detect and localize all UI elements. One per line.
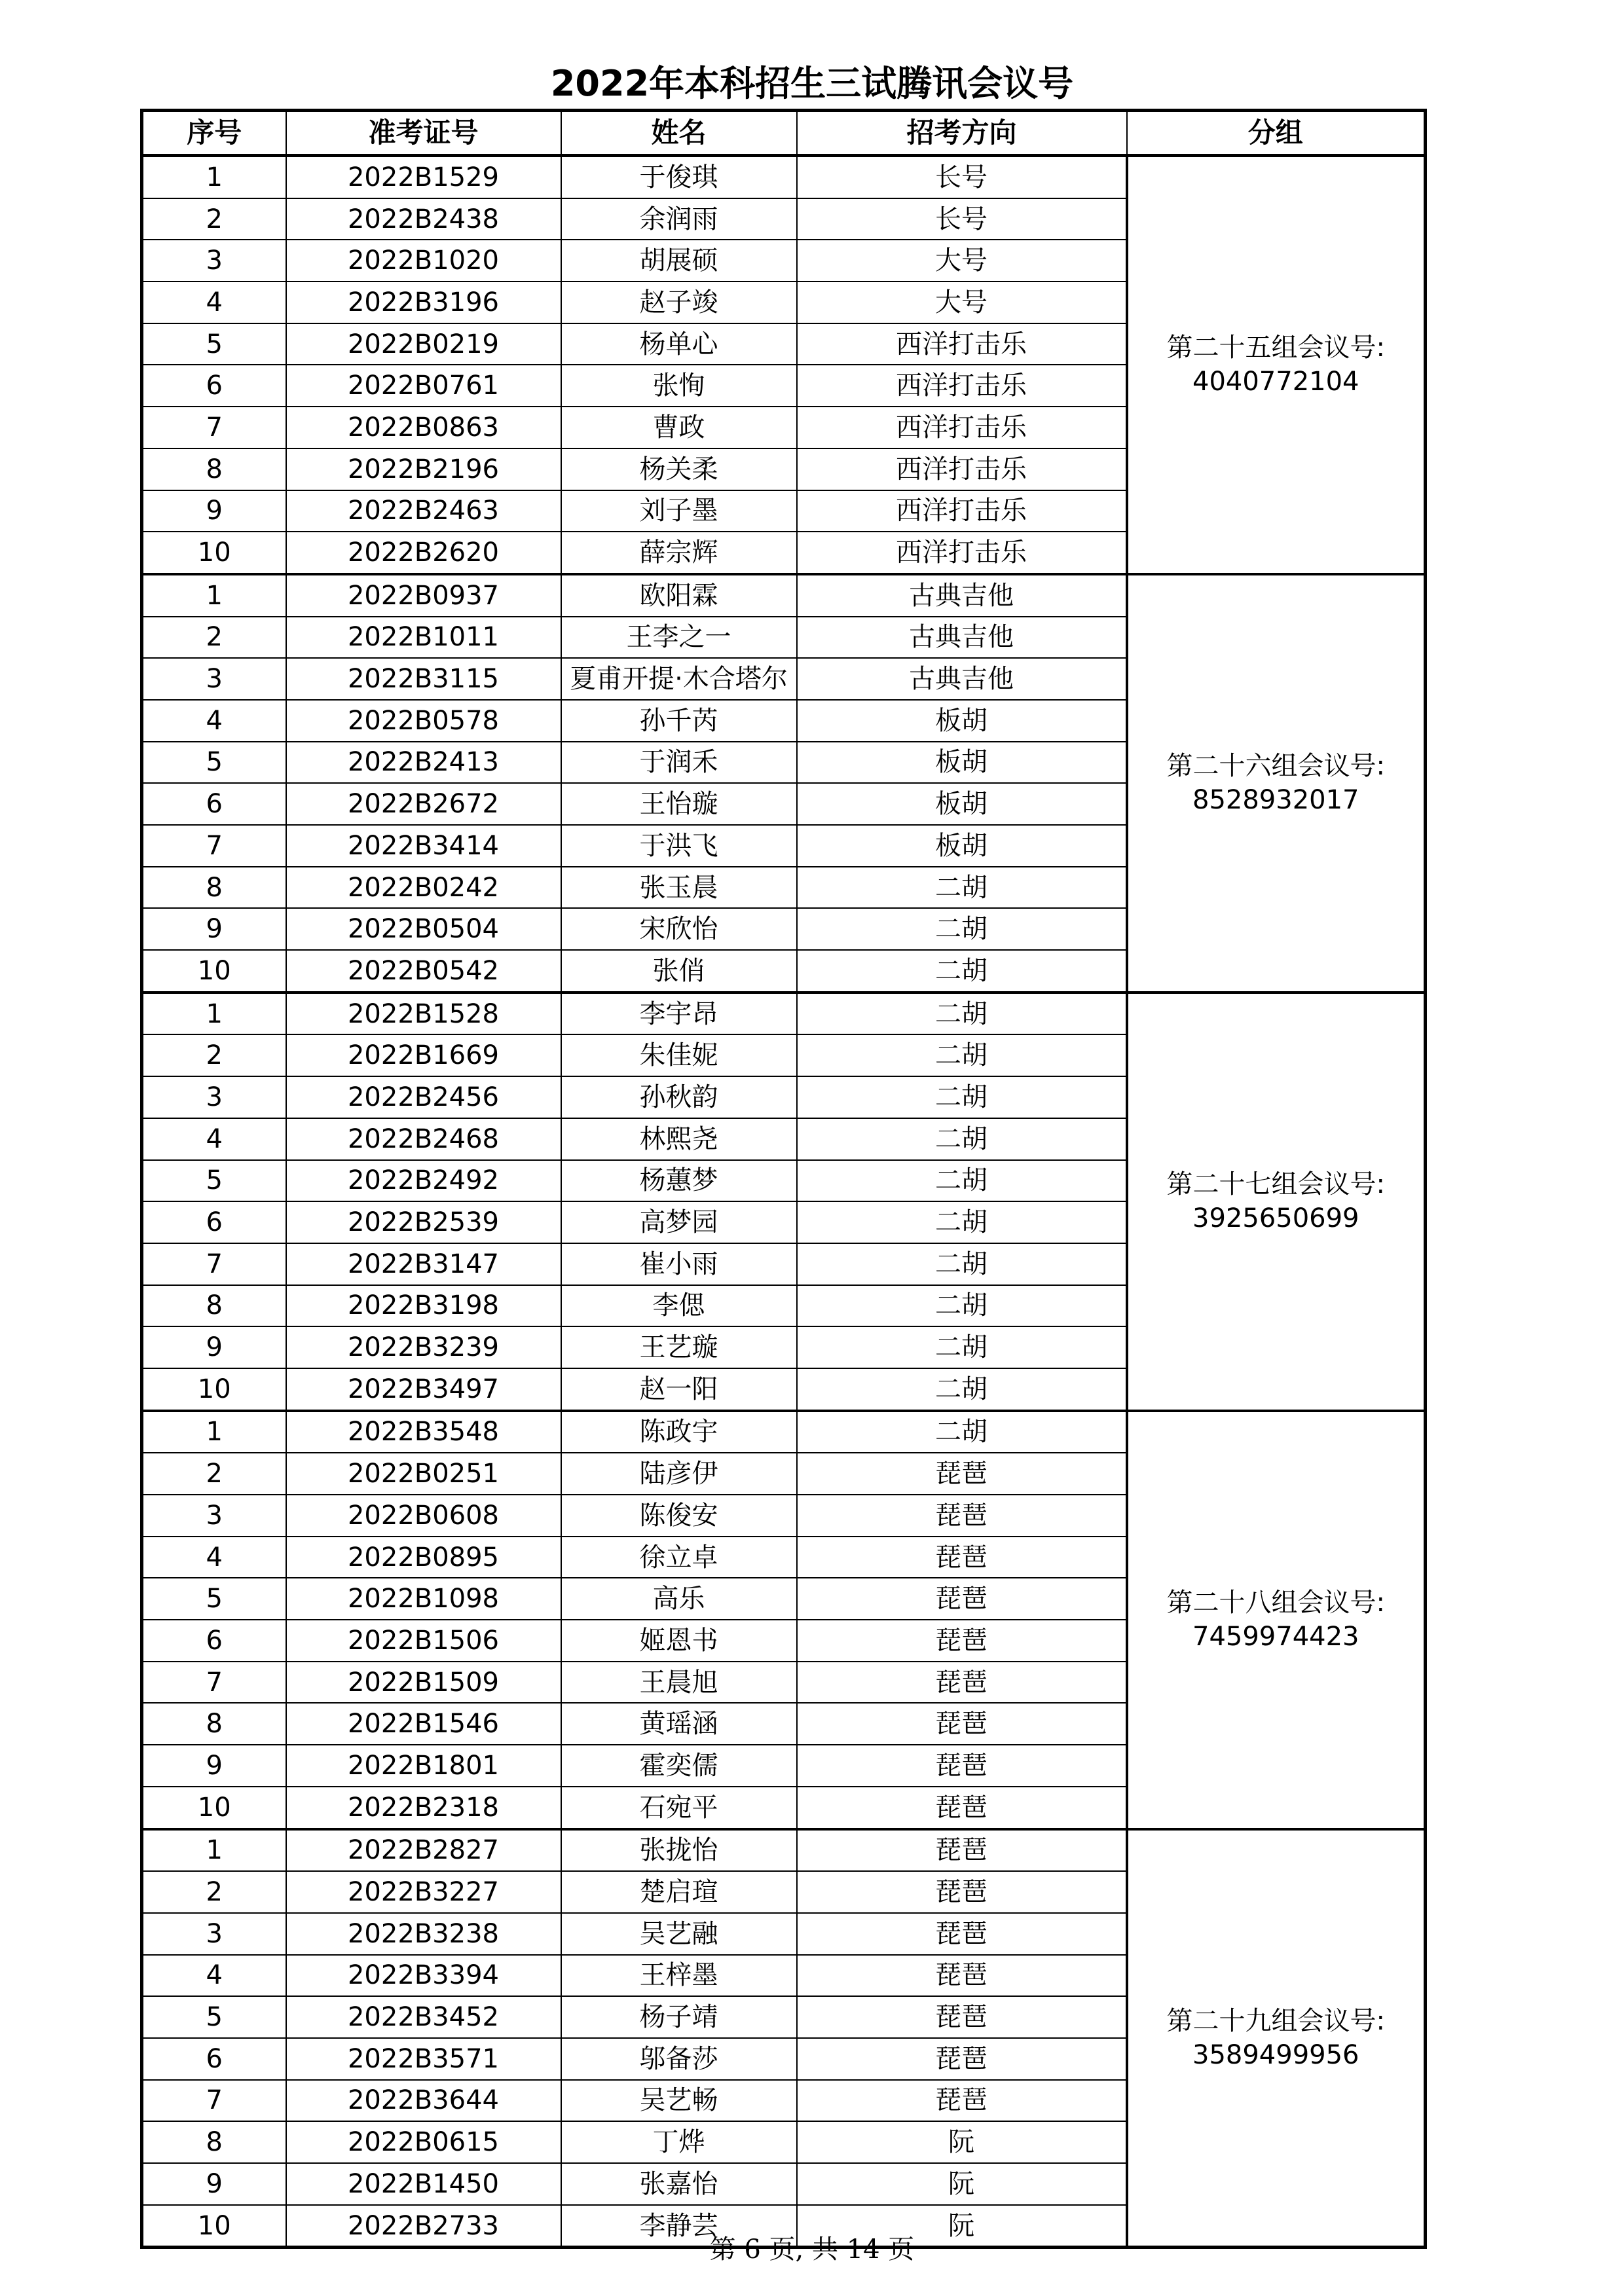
major-cell: 二胡 <box>797 1411 1127 1453</box>
exam-id-cell: 2022B2318 <box>286 1787 561 1829</box>
seq-cell: 10 <box>142 2205 286 2248</box>
seq-cell: 2 <box>142 1871 286 1913</box>
seq-cell: 8 <box>142 1703 286 1745</box>
seq-cell: 6 <box>142 1620 286 1662</box>
group-meeting-label: 第二十七组会议号: <box>1166 1169 1385 1200</box>
major-cell: 板胡 <box>797 825 1127 867</box>
header-seq: 序号 <box>142 111 286 156</box>
group-meeting-label: 第二十八组会议号: <box>1166 1588 1385 1618</box>
seq-cell: 8 <box>142 867 286 909</box>
exam-id-cell: 2022B2827 <box>286 1829 561 1872</box>
seq-cell: 4 <box>142 1955 286 1997</box>
name-cell: 高乐 <box>561 1578 797 1620</box>
seq-cell: 7 <box>142 1243 286 1285</box>
seq-cell: 10 <box>142 950 286 993</box>
name-cell: 杨关柔 <box>561 448 797 490</box>
major-cell: 琵琶 <box>797 1662 1127 1704</box>
exam-id-cell: 2022B3414 <box>286 825 561 867</box>
name-cell: 赵一阳 <box>561 1368 797 1411</box>
major-cell: 阮 <box>797 2121 1127 2163</box>
table-row <box>142 993 1426 1035</box>
exam-id-cell: 2022B1528 <box>286 993 561 1035</box>
group-meeting-id: 4040772104 <box>1192 367 1359 397</box>
header-major: 招考方向 <box>797 111 1127 156</box>
seq-cell: 5 <box>142 1160 286 1202</box>
exam-id-cell: 2022B2196 <box>286 448 561 490</box>
major-cell: 琵琶 <box>797 1913 1127 1955</box>
name-cell: 李静芸 <box>561 2205 797 2248</box>
major-cell: 长号 <box>797 198 1127 240</box>
name-cell: 崔小雨 <box>561 1243 797 1285</box>
name-cell: 薛宗辉 <box>561 532 797 574</box>
seq-cell: 3 <box>142 1076 286 1118</box>
major-cell: 阮 <box>797 2205 1127 2248</box>
seq-cell: 6 <box>142 1201 286 1243</box>
seq-cell: 5 <box>142 742 286 784</box>
major-cell: 长号 <box>797 156 1127 198</box>
major-cell: 西洋打击乐 <box>797 365 1127 407</box>
seq-cell: 6 <box>142 783 286 825</box>
name-cell: 吴艺畅 <box>561 2080 797 2122</box>
name-cell: 王晨旭 <box>561 1662 797 1704</box>
name-cell: 孙千芮 <box>561 700 797 742</box>
name-cell: 王艺璇 <box>561 1326 797 1368</box>
seq-cell: 1 <box>142 1829 286 1872</box>
major-cell: 琵琶 <box>797 1829 1127 1872</box>
major-cell: 西洋打击乐 <box>797 532 1127 574</box>
seq-cell: 8 <box>142 448 286 490</box>
page-footer: 第 6 页, 共 14 页 <box>709 2234 915 2265</box>
exam-id-cell: 2022B0542 <box>286 950 561 993</box>
seq-cell: 6 <box>142 365 286 407</box>
exam-id-cell: 2022B1801 <box>286 1745 561 1787</box>
name-cell: 张玉晨 <box>561 867 797 909</box>
exam-id-cell: 2022B2456 <box>286 1076 561 1118</box>
name-cell: 李偲 <box>561 1285 797 1327</box>
name-cell: 张俏 <box>561 950 797 993</box>
name-cell: 高梦园 <box>561 1201 797 1243</box>
seq-cell: 1 <box>142 993 286 1035</box>
seq-cell: 10 <box>142 1368 286 1411</box>
seq-cell: 1 <box>142 156 286 198</box>
major-cell: 大号 <box>797 282 1127 323</box>
name-cell: 姬恩书 <box>561 1620 797 1662</box>
name-cell: 于润禾 <box>561 742 797 784</box>
exam-id-cell: 2022B3198 <box>286 1285 561 1327</box>
name-cell: 张嘉怡 <box>561 2163 797 2205</box>
major-cell: 二胡 <box>797 1201 1127 1243</box>
exam-id-cell: 2022B0863 <box>286 407 561 448</box>
major-cell: 二胡 <box>797 1368 1127 1411</box>
seq-cell: 9 <box>142 908 286 950</box>
name-cell: 于俊琪 <box>561 156 797 198</box>
exam-id-cell: 2022B3196 <box>286 282 561 323</box>
exam-id-cell: 2022B3239 <box>286 1326 561 1368</box>
major-cell: 大号 <box>797 240 1127 282</box>
seq-cell: 10 <box>142 532 286 574</box>
exam-id-cell: 2022B1020 <box>286 240 561 282</box>
name-cell: 王李之一 <box>561 617 797 659</box>
major-cell: 琵琶 <box>797 1578 1127 1620</box>
major-cell: 二胡 <box>797 1243 1127 1285</box>
major-cell: 二胡 <box>797 1326 1127 1368</box>
name-cell: 曹政 <box>561 407 797 448</box>
name-cell: 欧阳霖 <box>561 574 797 617</box>
major-cell: 琵琶 <box>797 2080 1127 2122</box>
major-cell: 二胡 <box>797 1160 1127 1202</box>
major-cell: 西洋打击乐 <box>797 323 1127 365</box>
group-meeting-cell <box>1127 156 1426 574</box>
name-cell: 于洪飞 <box>561 825 797 867</box>
name-cell: 王梓墨 <box>561 1955 797 1997</box>
name-cell: 张拢怡 <box>561 1829 797 1872</box>
meeting-roster-table <box>140 109 1427 2249</box>
seq-cell: 7 <box>142 407 286 448</box>
name-cell: 孙秋韵 <box>561 1076 797 1118</box>
seq-cell: 2 <box>142 617 286 659</box>
major-cell: 二胡 <box>797 950 1127 993</box>
name-cell: 陈政宇 <box>561 1411 797 1453</box>
exam-id-cell: 2022B0937 <box>286 574 561 617</box>
group-meeting-id: 8528932017 <box>1192 785 1359 816</box>
name-cell: 余润雨 <box>561 198 797 240</box>
major-cell: 西洋打击乐 <box>797 448 1127 490</box>
name-cell: 邬备莎 <box>561 2038 797 2080</box>
name-cell: 徐立卓 <box>561 1537 797 1578</box>
major-cell: 西洋打击乐 <box>797 407 1127 448</box>
group-meeting-cell <box>1127 1829 1426 2248</box>
major-cell: 阮 <box>797 2163 1127 2205</box>
exam-id-cell: 2022B2463 <box>286 490 561 532</box>
exam-id-cell: 2022B3497 <box>286 1368 561 1411</box>
exam-id-cell: 2022B3452 <box>286 1996 561 2038</box>
table-body <box>142 156 1426 2248</box>
major-cell: 二胡 <box>797 1034 1127 1076</box>
name-cell: 王怡璇 <box>561 783 797 825</box>
exam-id-cell: 2022B1011 <box>286 617 561 659</box>
exam-id-cell: 2022B2539 <box>286 1201 561 1243</box>
group-meeting-cell <box>1127 993 1426 1411</box>
name-cell: 赵子竣 <box>561 282 797 323</box>
exam-id-cell: 2022B0615 <box>286 2121 561 2163</box>
major-cell: 琵琶 <box>797 1453 1127 1495</box>
name-cell: 楚启瑄 <box>561 1871 797 1913</box>
name-cell: 石宛平 <box>561 1787 797 1829</box>
seq-cell: 7 <box>142 1662 286 1704</box>
group-meeting-id: 3925650699 <box>1192 1203 1359 1234</box>
major-cell: 琵琶 <box>797 1495 1127 1537</box>
exam-id-cell: 2022B1450 <box>286 2163 561 2205</box>
exam-id-cell: 2022B1669 <box>286 1034 561 1076</box>
table-row <box>142 156 1426 198</box>
seq-cell: 3 <box>142 240 286 282</box>
seq-cell: 9 <box>142 2163 286 2205</box>
major-cell: 古典吉他 <box>797 617 1127 659</box>
seq-cell: 3 <box>142 658 286 700</box>
seq-cell: 9 <box>142 490 286 532</box>
major-cell: 古典吉他 <box>797 574 1127 617</box>
header-name: 姓名 <box>561 111 797 156</box>
major-cell: 二胡 <box>797 867 1127 909</box>
exam-id-cell: 2022B1546 <box>286 1703 561 1745</box>
major-cell: 琵琶 <box>797 1620 1127 1662</box>
exam-id-cell: 2022B3644 <box>286 2080 561 2122</box>
group-meeting-label: 第二十五组会议号: <box>1166 333 1385 363</box>
major-cell: 板胡 <box>797 700 1127 742</box>
name-cell: 林熙尧 <box>561 1118 797 1160</box>
major-cell: 板胡 <box>797 742 1127 784</box>
exam-id-cell: 2022B3115 <box>286 658 561 700</box>
exam-id-cell: 2022B2468 <box>286 1118 561 1160</box>
seq-cell: 6 <box>142 2038 286 2080</box>
table-row <box>142 1411 1426 1453</box>
seq-cell: 5 <box>142 1996 286 2038</box>
table-row <box>142 1829 1426 1872</box>
exam-id-cell: 2022B3571 <box>286 2038 561 2080</box>
seq-cell: 4 <box>142 1537 286 1578</box>
major-cell: 二胡 <box>797 1285 1127 1327</box>
major-cell: 琵琶 <box>797 1955 1127 1997</box>
group-meeting-id: 3589499956 <box>1192 2039 1359 2070</box>
exam-id-cell: 2022B0504 <box>286 908 561 950</box>
exam-id-cell: 2022B1509 <box>286 1662 561 1704</box>
seq-cell: 5 <box>142 1578 286 1620</box>
seq-cell: 4 <box>142 282 286 323</box>
name-cell: 杨蕙梦 <box>561 1160 797 1202</box>
seq-cell: 8 <box>142 1285 286 1327</box>
header-group: 分组 <box>1127 111 1426 156</box>
exam-id-cell: 2022B3394 <box>286 1955 561 1997</box>
seq-cell: 2 <box>142 1453 286 1495</box>
seq-cell: 4 <box>142 700 286 742</box>
major-cell: 西洋打击乐 <box>797 490 1127 532</box>
exam-id-cell: 2022B0895 <box>286 1537 561 1578</box>
page-title: 2022年本科招生三试腾讯会议号 <box>550 63 1074 104</box>
exam-id-cell: 2022B0242 <box>286 867 561 909</box>
name-cell: 陈俊安 <box>561 1495 797 1537</box>
exam-id-cell: 2022B2620 <box>286 532 561 574</box>
major-cell: 琵琶 <box>797 1871 1127 1913</box>
exam-id-cell: 2022B0251 <box>286 1453 561 1495</box>
major-cell: 板胡 <box>797 783 1127 825</box>
seq-cell: 10 <box>142 1787 286 1829</box>
exam-id-cell: 2022B3548 <box>286 1411 561 1453</box>
exam-id-cell: 2022B3227 <box>286 1871 561 1913</box>
major-cell: 二胡 <box>797 1118 1127 1160</box>
name-cell: 胡展硕 <box>561 240 797 282</box>
exam-id-cell: 2022B3238 <box>286 1913 561 1955</box>
exam-id-cell: 2022B2492 <box>286 1160 561 1202</box>
name-cell: 朱佳妮 <box>561 1034 797 1076</box>
major-cell: 二胡 <box>797 908 1127 950</box>
major-cell: 琵琶 <box>797 1703 1127 1745</box>
name-cell: 杨子靖 <box>561 1996 797 2038</box>
seq-cell: 9 <box>142 1326 286 1368</box>
name-cell: 黄瑶涵 <box>561 1703 797 1745</box>
exam-id-cell: 2022B1506 <box>286 1620 561 1662</box>
exam-id-cell: 2022B2413 <box>286 742 561 784</box>
seq-cell: 7 <box>142 825 286 867</box>
header-exam-id: 准考证号 <box>286 111 561 156</box>
seq-cell: 2 <box>142 1034 286 1076</box>
group-meeting-label: 第二十九组会议号: <box>1166 2005 1385 2036</box>
seq-cell: 1 <box>142 1411 286 1453</box>
exam-id-cell: 2022B2733 <box>286 2205 561 2248</box>
group-meeting-id: 7459974423 <box>1192 1622 1359 1652</box>
name-cell: 杨单心 <box>561 323 797 365</box>
seq-cell: 1 <box>142 574 286 617</box>
name-cell: 张恂 <box>561 365 797 407</box>
name-cell: 刘子墨 <box>561 490 797 532</box>
major-cell: 琵琶 <box>797 1745 1127 1787</box>
table-header-row <box>142 111 1426 156</box>
group-meeting-cell <box>1127 574 1426 993</box>
group-meeting-cell <box>1127 1411 1426 1829</box>
major-cell: 琵琶 <box>797 1996 1127 2038</box>
name-cell: 霍奕儒 <box>561 1745 797 1787</box>
seq-cell: 9 <box>142 1745 286 1787</box>
seq-cell: 7 <box>142 2080 286 2122</box>
seq-cell: 4 <box>142 1118 286 1160</box>
name-cell: 宋欣怡 <box>561 908 797 950</box>
exam-id-cell: 2022B1529 <box>286 156 561 198</box>
seq-cell: 8 <box>142 2121 286 2163</box>
name-cell: 陆彦伊 <box>561 1453 797 1495</box>
table-row <box>142 574 1426 617</box>
major-cell: 琵琶 <box>797 1787 1127 1829</box>
seq-cell: 3 <box>142 1913 286 1955</box>
exam-id-cell: 2022B3147 <box>286 1243 561 1285</box>
exam-id-cell: 2022B1098 <box>286 1578 561 1620</box>
name-cell: 吴艺融 <box>561 1913 797 1955</box>
seq-cell: 2 <box>142 198 286 240</box>
seq-cell: 5 <box>142 323 286 365</box>
major-cell: 古典吉他 <box>797 658 1127 700</box>
exam-id-cell: 2022B2672 <box>286 783 561 825</box>
name-cell: 丁烨 <box>561 2121 797 2163</box>
exam-id-cell: 2022B0578 <box>286 700 561 742</box>
exam-id-cell: 2022B2438 <box>286 198 561 240</box>
major-cell: 二胡 <box>797 1076 1127 1118</box>
major-cell: 琵琶 <box>797 1537 1127 1578</box>
seq-cell: 3 <box>142 1495 286 1537</box>
name-cell: 李宇昂 <box>561 993 797 1035</box>
group-meeting-label: 第二十六组会议号: <box>1166 751 1385 782</box>
major-cell: 琵琶 <box>797 2038 1127 2080</box>
exam-id-cell: 2022B0219 <box>286 323 561 365</box>
exam-id-cell: 2022B0608 <box>286 1495 561 1537</box>
exam-id-cell: 2022B0761 <box>286 365 561 407</box>
name-cell: 夏甫开提·木合塔尔 <box>561 658 797 700</box>
major-cell: 二胡 <box>797 993 1127 1035</box>
